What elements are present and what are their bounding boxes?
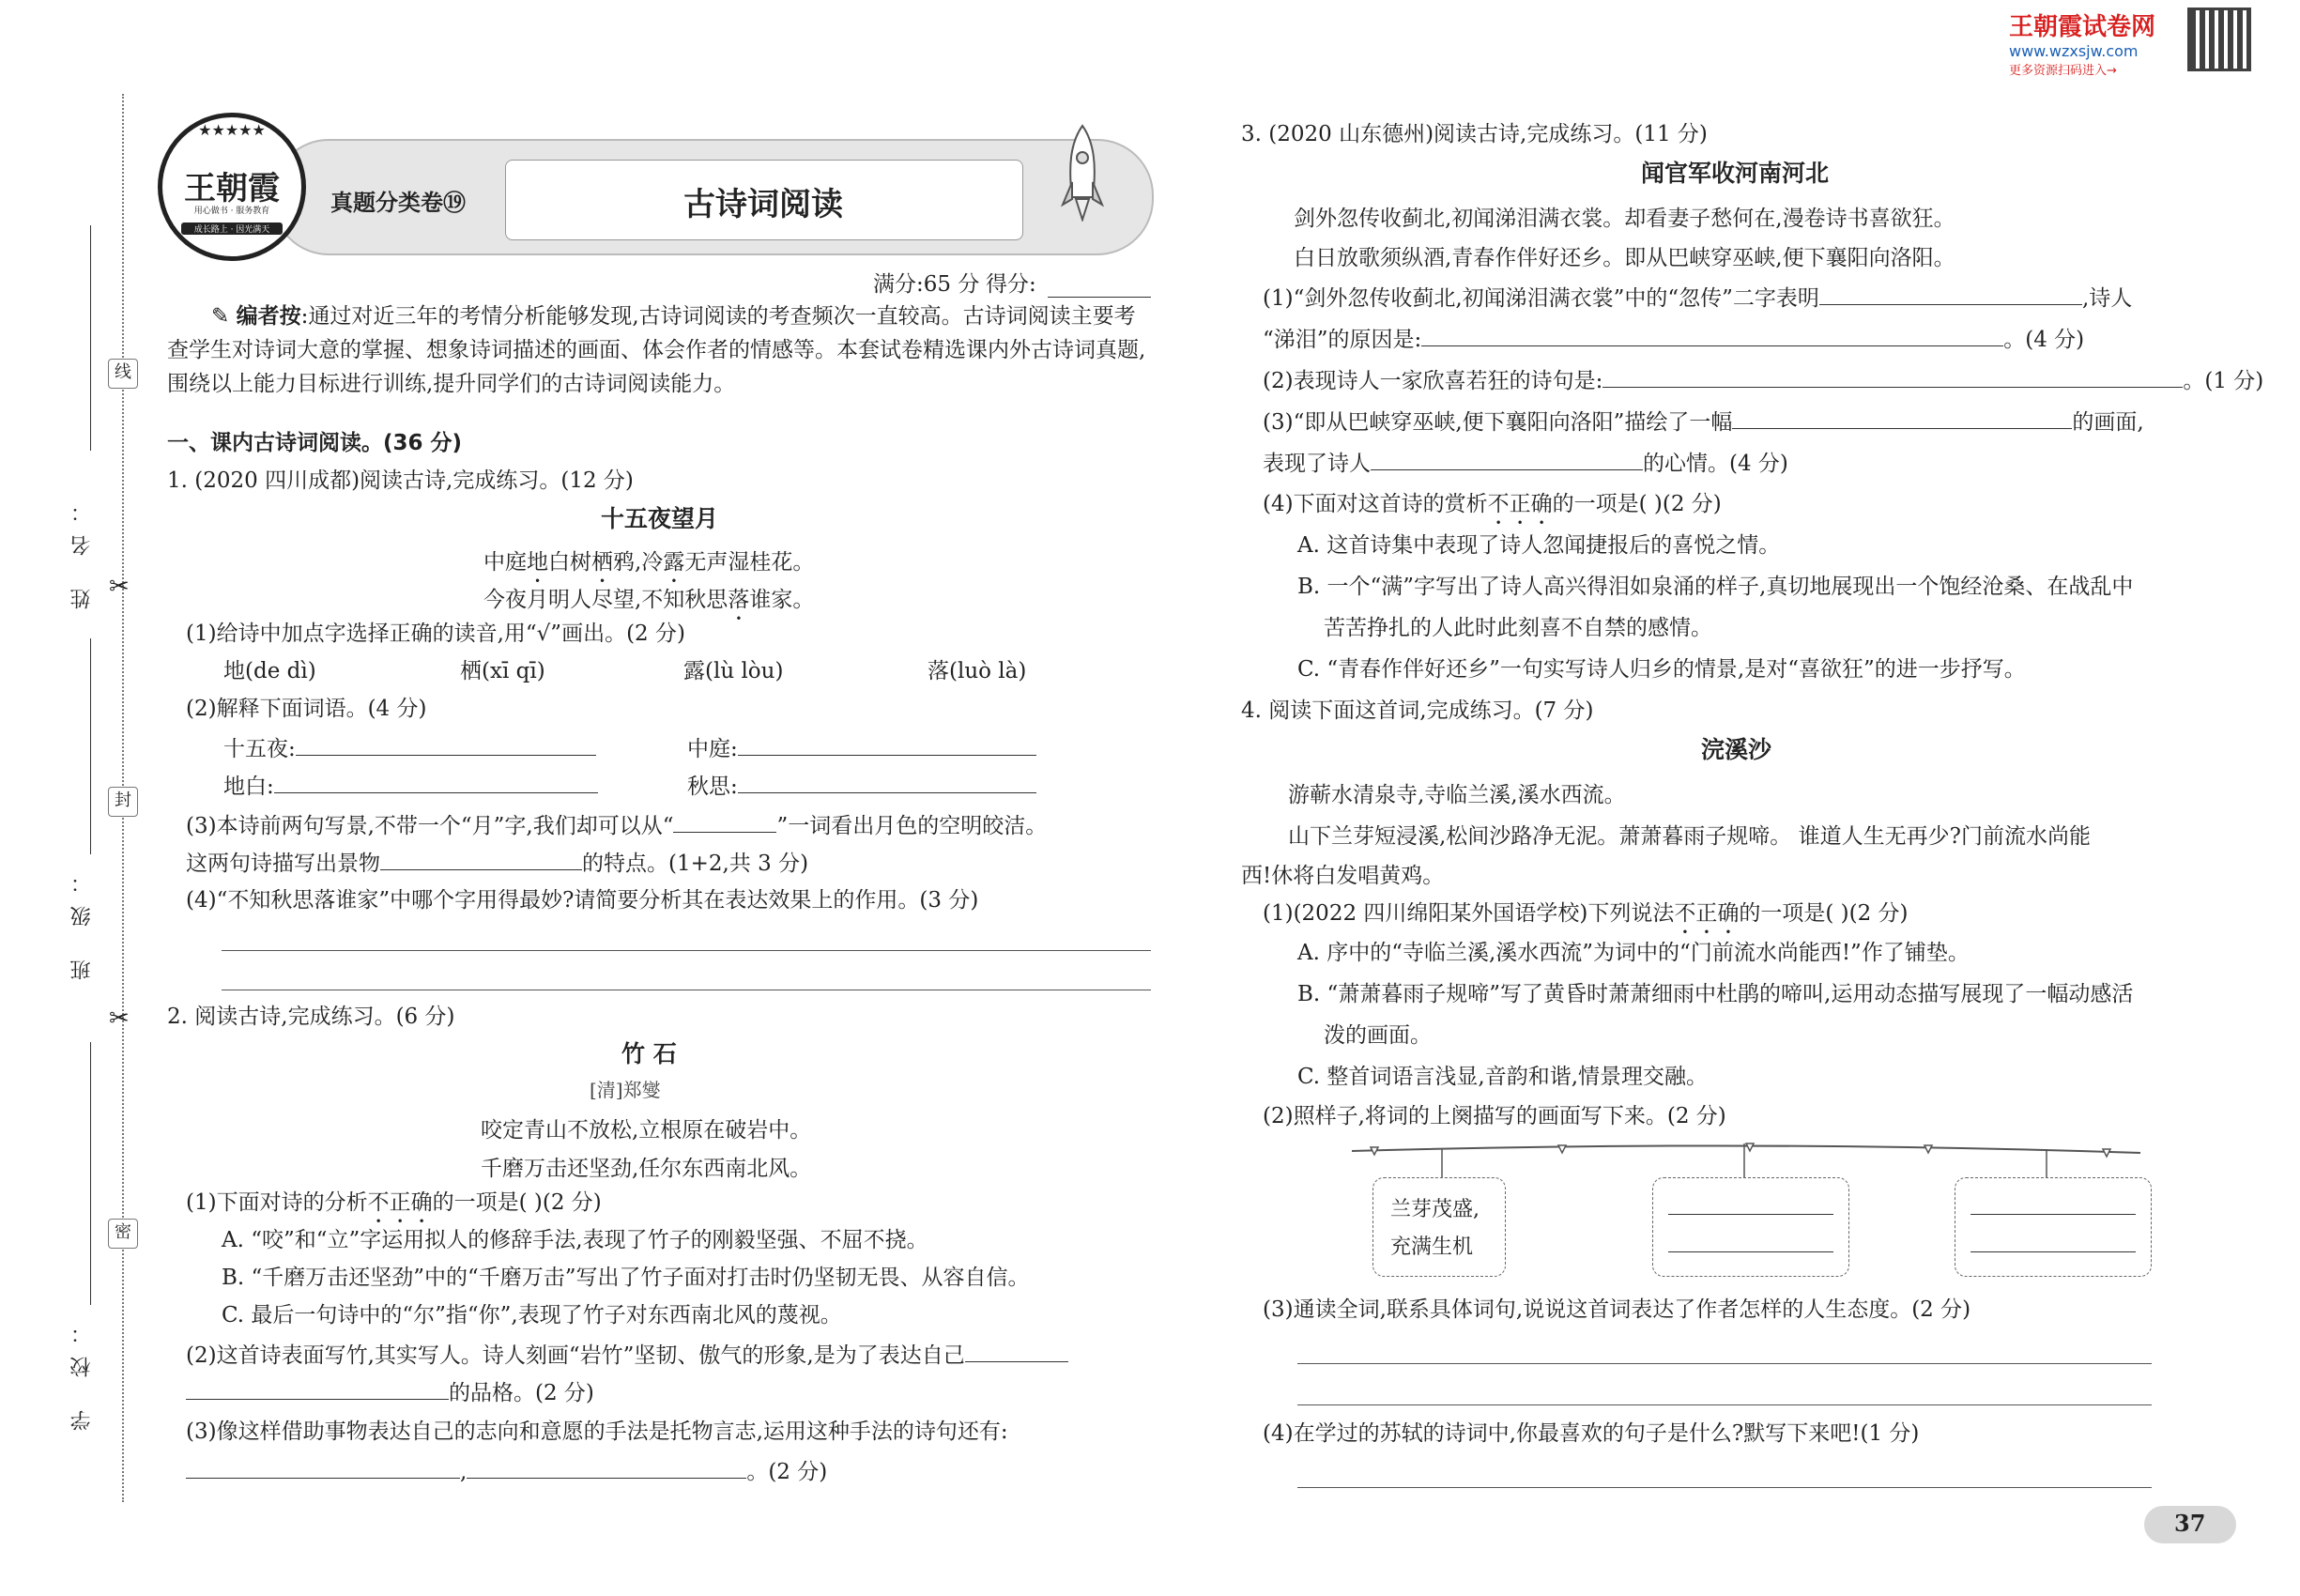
q3-option-a[interactable]: A. 这首诗集中表现了诗人忽闻捷报后的喜悦之情。: [1297, 533, 1781, 558]
answer-blank[interactable]: [274, 772, 598, 793]
q3-p1d: 。(4 分): [2003, 328, 2085, 352]
q1-option2[interactable]: 栖(xī qī): [460, 659, 545, 683]
q3-poem-title: 闻官军收河南河北: [1641, 160, 1830, 187]
q1-p3-line2: [186, 849, 808, 878]
q4-poem-title: 浣溪沙: [1701, 736, 1772, 763]
seal-seal: 封: [108, 787, 138, 817]
answer-line[interactable]: [222, 950, 1151, 951]
page-number: 37: [2174, 1510, 2206, 1537]
poem-text: 今夜月明人尽望,不知秋思: [483, 588, 728, 612]
q2-p3c: 。(2 分): [746, 1460, 828, 1484]
q2-option-c[interactable]: C. 最后一句诗中的“尔”指“你”,表现了竹子对东西南北风的蔑视。: [222, 1303, 842, 1327]
class-label: 班 级：: [70, 859, 94, 980]
rocket-icon: [1061, 124, 1104, 222]
term-label: 秋思:: [687, 775, 738, 799]
term-label: 地白:: [223, 775, 274, 799]
logo-stars: ★★★★★: [198, 121, 266, 139]
q2-p1c: 的一项是( )(2 分): [432, 1190, 602, 1215]
q3-option-b2: 苦苦挣扎的人此时此刻喜不自禁的感情。: [1324, 616, 1712, 640]
q2-p2b: 的品格。(2 分): [449, 1381, 594, 1405]
intro-line3: 围绕以上能力目标进行训练,提升同学们的古诗词阅读能力。: [167, 372, 736, 396]
answer-blank[interactable]: [1421, 325, 2003, 346]
q3-head: 3. (2020 山东德州)阅读古诗,完成练习。(11 分): [1241, 122, 1708, 146]
dotted-char: 露: [663, 550, 685, 575]
answer-blank[interactable]: [1602, 366, 2183, 388]
q4-p1: [1263, 899, 1909, 939]
score-got: 得分:: [986, 272, 1036, 297]
q3-p3-line1: [1263, 407, 2144, 437]
q4-p1a: (1)(2022 四川绵阳某外国语学校)下列说法: [1263, 901, 1675, 926]
watermark-tip: 更多资源扫码进入→: [2009, 64, 2117, 78]
answer-line[interactable]: [1970, 1251, 2136, 1252]
seal-secret: 密: [108, 1219, 138, 1249]
q4-p2: (2)照样子,将词的上阕描写的画面写下来。(2 分): [1263, 1104, 1726, 1128]
q3-p1-line2: [1263, 325, 2084, 354]
emphasis-text: 不正确: [367, 1190, 433, 1215]
q3-p1a: (1)“剑外忽传收蓟北,初闻涕泪满衣裳”中的“忽传”二字表明: [1263, 286, 1819, 311]
q3-p1c: “涕泪”的原因是:: [1263, 328, 1422, 352]
logo-sub1: 用心做书 · 服务教育: [193, 207, 270, 216]
scissors-icon: ✂: [109, 1005, 130, 1033]
q1-p2: (2)解释下面词语。(4 分): [186, 697, 427, 721]
score-blank[interactable]: [1048, 297, 1151, 298]
q3-option-c[interactable]: C. “青春作伴好还乡”一句实写诗人归乡的情景,是对“喜欲狂”的进一步抒写。: [1297, 657, 2026, 682]
q2-p2a: (2)这首诗表面写竹,其实写人。诗人刻画“岩竹”坚韧、傲气的形象,是为了表达自己: [186, 1343, 965, 1368]
term-label: 十五夜:: [223, 737, 296, 761]
q2-p3-answers: [186, 1457, 827, 1486]
q3-p3b: 的画面,: [2072, 410, 2144, 435]
qr-code-icon: [2187, 8, 2251, 71]
dotted-char: 地: [527, 550, 548, 575]
intro-line1: [211, 302, 1136, 330]
q3-p3c: 表现了诗人: [1263, 452, 1371, 476]
q1-p1: (1)给诗中加点字选择正确的读音,用“√”画出。(2 分): [186, 622, 685, 646]
answer-blank[interactable]: [738, 734, 1036, 756]
answer-blank[interactable]: [467, 1457, 746, 1479]
watermark-url: www.wzxsjw.com: [2009, 42, 2139, 60]
q1-head: 1. (2020 四川成都)阅读古诗,完成练习。(12 分): [167, 468, 634, 493]
logo-text: 王朝霞: [184, 170, 280, 207]
scissors-icon: ✂: [109, 573, 130, 601]
q3-p1-line1: [1263, 284, 2132, 313]
q2-option-b[interactable]: B. “千磨万击还坚劲”中的“千磨万击”写出了竹子面对打击时仍坚韧无畏、从容自信。: [222, 1266, 1030, 1290]
example-line2: 充满生机: [1390, 1235, 1474, 1259]
q2-p2-line2: [186, 1378, 594, 1407]
pencil-icon: ✎: [211, 304, 230, 329]
answer-blank[interactable]: [738, 772, 1036, 793]
answer-line[interactable]: [1297, 1404, 2152, 1405]
q4-poem-line2: 山下兰芽短浸溪,松间沙路净无泥。萧萧暮雨子规啼。 谁道人生无再少?门前流水尚能: [1288, 824, 2091, 849]
q1-p3c: 这两句诗描写出景物: [186, 852, 380, 876]
q2-poem-line2: 千磨万击还坚劲,任尔东西南北风。: [481, 1157, 812, 1181]
q3-p3a: (3)“即从巴峡穿巫峡,便下襄阳向洛阳”描绘了一幅: [1263, 410, 1733, 435]
answer-line[interactable]: [1297, 1363, 2152, 1364]
q3-p2b: 。(1 分): [2183, 369, 2264, 393]
q2-p1a: (1)下面对诗的分析: [186, 1190, 368, 1215]
answer-blank[interactable]: [965, 1341, 1068, 1362]
school-blank: [90, 1042, 91, 1305]
answer-blank[interactable]: [673, 811, 776, 833]
page-title: 古诗词阅读: [683, 186, 843, 223]
answer-line[interactable]: [1297, 1487, 2152, 1488]
q4-option-b2: 泼的画面。: [1324, 1023, 1432, 1048]
dotted-char: 落: [728, 588, 750, 612]
seal-line: 线: [108, 359, 138, 389]
q2-p2-line1: [186, 1341, 1068, 1370]
q4-poem-line1: 游蕲水清泉寺,寺临兰溪,溪水西流。: [1288, 783, 1626, 807]
score-full: 满分:65 分: [873, 272, 980, 297]
answer-blank[interactable]: [1732, 407, 2072, 429]
answer-blank[interactable]: [1819, 284, 2082, 305]
answer-line[interactable]: [1668, 1251, 1833, 1252]
intro-label: 编者按: [236, 303, 301, 329]
q1-poem-title: 十五夜望月: [601, 505, 719, 532]
q3-p4: [1263, 490, 1722, 529]
term-label: 中庭:: [687, 737, 738, 761]
answer-box[interactable]: [1955, 1177, 2152, 1277]
answer-line[interactable]: [1668, 1214, 1833, 1215]
q1-w4: [687, 772, 1036, 801]
q2-option-a[interactable]: A. “咬”和“立”字运用拟人的修辞手法,表现了竹子的刚毅坚强、不屈不挠。: [222, 1228, 928, 1252]
poem-text: 无声湿桂花。: [684, 550, 815, 575]
poem-text: 白树: [548, 550, 591, 575]
logo-sub2: 成长路上 · 因光满天: [181, 223, 283, 235]
poem-text: 谁家。: [749, 588, 815, 612]
q4-option-c[interactable]: C. 整首词语言浅显,音韵和谐,情景理交融。: [1297, 1065, 1709, 1089]
q3-p1b: ,诗人: [2081, 286, 2133, 311]
q4-option-b1[interactable]: B. “萧萧暮雨子规啼”写了黄昏时萧萧细雨中杜鹃的啼叫,运用动态描写展现了一幅动感活: [1297, 982, 2134, 1006]
school-label: 学 校：: [70, 1310, 94, 1431]
watermark-brand: 王朝霞试卷网: [2009, 13, 2156, 41]
answer-line[interactable]: [1970, 1214, 2136, 1215]
q1-p3d: 的特点。(1+2,共 3 分): [582, 852, 809, 876]
q2-poem-title: 竹 石: [621, 1040, 677, 1067]
q1-w3: [223, 772, 598, 801]
example-line1: 兰芽茂盛,: [1390, 1198, 1480, 1221]
q3-poem-line1: 剑外忽传收蓟北,初闻涕泪满衣裳。却看妻子愁何在,漫卷诗书喜欲狂。: [1294, 207, 1955, 231]
answer-blank[interactable]: [296, 734, 596, 756]
intro-line2: 查学生对诗词大意的掌握、想象诗词描述的画面、体会作者的情感等。本套试卷精选课内外古诗词真题,: [167, 338, 1146, 362]
q3-p2a: (2)表现诗人一家欣喜若狂的诗句是:: [1263, 369, 1603, 393]
q4-p3: (3)通读全词,联系具体词句,说说这首词表达了作者怎样的人生态度。(2 分): [1263, 1297, 1971, 1322]
q1-option1[interactable]: 地(de dì): [223, 659, 316, 683]
q4-option-a[interactable]: A. 序中的“寺临兰溪,溪水西流”为词中的“门前流水尚能西!”作了铺垫。: [1297, 941, 1970, 965]
q1-p3b: ”一词看出月色的空明皎洁。: [776, 814, 1048, 838]
q1-option3[interactable]: 露(lù lòu): [683, 659, 784, 683]
q3-option-b1[interactable]: B. 一个“满”字写出了诗人高兴得泪如泉涌的样子,真切地展现出一个饱经沧桑、在战乱中: [1297, 575, 2134, 599]
q2-p1: [186, 1189, 602, 1228]
emphasis-text: 不正确: [1674, 901, 1740, 926]
q2-head: 2. 阅读古诗,完成练习。(6 分): [167, 1005, 455, 1029]
answer-blank[interactable]: [186, 1457, 460, 1479]
name-label: 姓 名：: [70, 488, 94, 609]
section-heading: 一、课内古诗词阅读。(36 分): [167, 431, 463, 455]
q2-poem-line1: 咬定青山不放松,立根原在破岩中。: [481, 1118, 812, 1143]
q1-option4[interactable]: 落(luò là): [928, 659, 1027, 683]
example-box: [1372, 1177, 1506, 1277]
q1-p3a: (3)本诗前两句写景,不带一个“月”字,我们却可以从“: [186, 814, 674, 838]
emphasis-text: 不正确: [1487, 492, 1553, 516]
q4-p1c: 的一项是( )(2 分): [1739, 901, 1909, 926]
name-blank: [90, 225, 91, 451]
answer-blank[interactable]: [1371, 449, 1643, 470]
q4-poem-line3: 西!休将白发唱黄鸡。: [1241, 864, 1445, 888]
q3-poem-line2: 白日放歌须纵酒,青春作伴好还乡。即从巴峡穿巫峡,便下襄阳向洛阳。: [1294, 246, 1955, 270]
q3-p4a: (4)下面对这首诗的赏析: [1263, 492, 1488, 516]
q1-p4: (4)“不知秋思落谁家”中哪个字用得最妙?请简要分析其在表达效果上的作用。(3 分): [186, 888, 979, 913]
intro-text1: :通过对近三年的考情分析能够发现,古诗词阅读的考查频次一直较高。古诗词阅读主要考: [300, 304, 1136, 329]
q4-head: 4. 阅读下面这首词,完成练习。(7 分): [1241, 698, 1594, 723]
poem-text: 中庭: [483, 550, 527, 575]
q1-p3-line1: [186, 811, 1047, 840]
q4-p4: (4)在学过的苏轼的诗词中,你最喜欢的句子是什么?默写下来吧!(1 分): [1263, 1421, 1920, 1446]
answer-blank[interactable]: [380, 849, 582, 870]
q3-p4c: 的一项是( )(2 分): [1552, 492, 1722, 516]
q3-p3-line2: [1263, 449, 1788, 478]
q3-p2: [1263, 366, 2263, 395]
dotted-char: 栖: [591, 550, 613, 575]
q2-p3b: ,: [460, 1460, 468, 1484]
poem-text: 鸦,冷: [613, 550, 664, 575]
q1-w1: [223, 734, 596, 763]
answer-box[interactable]: [1652, 1177, 1849, 1277]
series-label: 真题分类卷⑲: [330, 190, 466, 216]
q2-author: [清]郑燮: [590, 1079, 661, 1101]
q1-w2: [687, 734, 1036, 763]
class-blank: [90, 638, 91, 854]
q2-p3: (3)像这样借助事物表达自己的志向和意愿的手法是托物言志,运用这种手法的诗句还有:: [186, 1420, 1008, 1444]
logo-badge: [158, 113, 306, 261]
q3-p3d: 的心情。(4 分): [1643, 452, 1788, 476]
answer-blank[interactable]: [186, 1378, 449, 1400]
